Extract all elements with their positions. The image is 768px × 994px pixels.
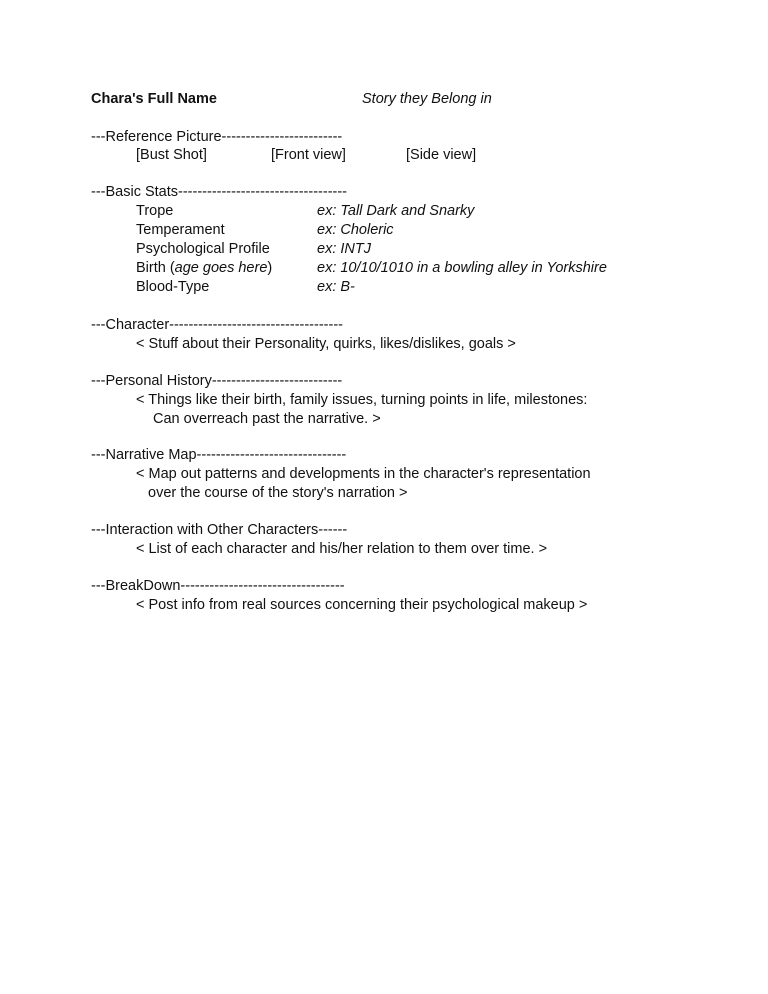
birth-suffix: ) — [267, 260, 273, 276]
character-heading: ---Character------------------------------------ — [91, 317, 343, 333]
interaction-description: < List of each character and his/her relation to them over time. > — [136, 541, 548, 557]
blood-type-label: Blood-Type — [136, 279, 210, 295]
temperament-label: Temperament — [136, 222, 225, 238]
birth-prefix: Birth ( — [136, 260, 175, 276]
narrative-map-line-1: < Map out patterns and developments in the character's representation — [136, 466, 591, 482]
birth-label — [136, 259, 272, 277]
breakdown-heading: ---BreakDown---------------------------------- — [91, 578, 345, 594]
narrative-map-line-2: over the course of the story's narration > — [148, 485, 408, 501]
blood-type-example: ex: B- — [317, 279, 355, 295]
psych-profile-example: ex: INTJ — [317, 241, 371, 257]
interaction-heading: ---Interaction with Other Characters------ — [91, 522, 348, 538]
character-description: < Stuff about their Personality, quirks, likes/dislikes, goals > — [136, 336, 516, 352]
personal-history-line-2: Can overreach past the narrative. > — [153, 411, 381, 427]
character-name-label: Chara's Full Name — [91, 91, 217, 107]
trope-label: Trope — [136, 203, 174, 219]
front-view-placeholder: [Front view] — [271, 147, 346, 163]
side-view-placeholder: [Side view] — [406, 147, 477, 163]
personal-history-line-1: < Things like their birth, family issues, turning points in life, milestones: — [136, 392, 588, 408]
breakdown-description: < Post info from real sources concerning their psychological makeup > — [136, 597, 588, 613]
birth-example: ex: 10/10/1010 in a bowling alley in Yorkshire — [317, 260, 607, 276]
narrative-map-heading: ---Narrative Map------------------------------- — [91, 447, 347, 463]
basic-stats-heading: ---Basic Stats----------------------------------- — [91, 184, 348, 200]
psych-profile-label: Psychological Profile — [136, 241, 270, 257]
personal-history-heading: ---Personal History--------------------------- — [91, 373, 343, 389]
bust-shot-placeholder: [Bust Shot] — [136, 147, 207, 163]
birth-age-note: age goes here — [174, 260, 268, 276]
story-label: Story they Belong in — [362, 91, 492, 107]
reference-picture-heading: ---Reference Picture------------------------- — [91, 129, 343, 145]
trope-example: ex: Tall Dark and Snarky — [317, 203, 475, 219]
temperament-example: ex: Choleric — [317, 222, 394, 238]
